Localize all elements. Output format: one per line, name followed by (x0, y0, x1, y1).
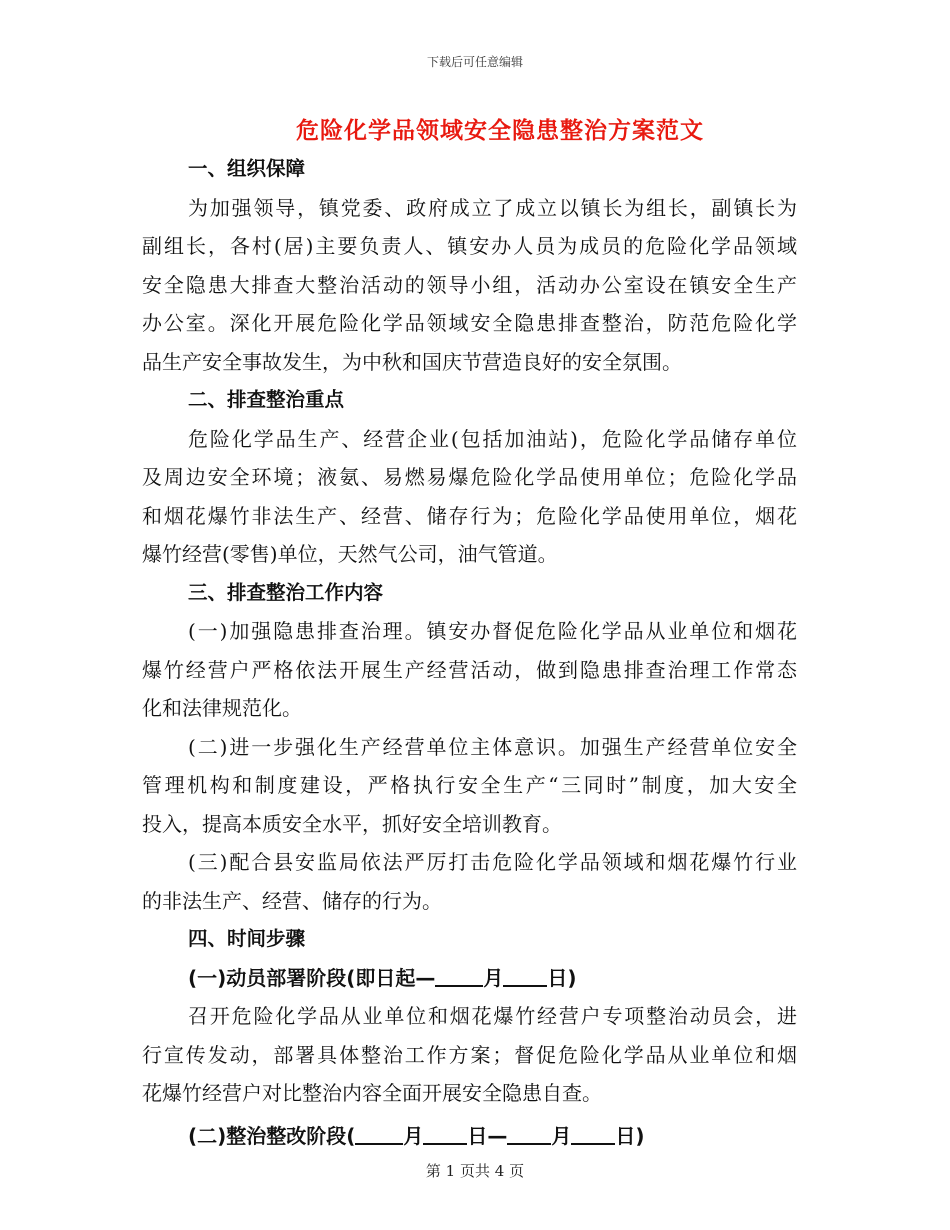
paragraph-line: (三)配合县安监局依法严厉打击危险化学品领域和烟花爆竹行业 (188, 850, 797, 874)
paragraph-line: 爆竹经营户严格依法开展生产经营活动，做到隐患排查治理工作常态 (142, 657, 797, 682)
section-heading-4: 四、时间步骤 (188, 927, 306, 950)
section-heading-3: 三、排查整治工作内容 (188, 580, 384, 604)
paragraph-line: 安全隐患大排查大整治活动的领导小组，活动办公室设在镇安全生产 (142, 272, 797, 297)
section-heading-1: 一、组织保障 (188, 157, 306, 180)
paragraph-line: 化和法律规范化。 (142, 696, 302, 720)
paragraph-line: 召开危险化学品从业单位和烟花爆竹经营户专项整治动员会，进 (188, 1004, 797, 1028)
stage-heading-text: (二)整治整改阶段( (188, 1123, 356, 1148)
paragraph-line: 品生产安全事故发生，为中秋和国庆节营造良好的安全氛围。 (142, 349, 682, 374)
document-title: 危险化学品领域安全隐患整治方案范文 (296, 117, 704, 144)
paragraph-line: 危险化学品生产、经营企业(包括加油站)，危险化学品储存单位 (188, 426, 797, 451)
section-heading-2: 二、排查整治重点 (188, 388, 345, 411)
blank-line (503, 961, 547, 987)
paragraph-line: 投入，提高本质安全水平，抓好安全培训教育。 (142, 811, 562, 836)
blank-line (355, 1119, 403, 1145)
header-note: 下载后可任意编辑 (426, 55, 523, 69)
stage-heading-2 (142, 1117, 797, 1156)
stage-heading-1 (142, 959, 797, 998)
paragraph-line: 及周边安全环境；液氨、易燃易爆危险化学品使用单位；危险化学品 (142, 465, 797, 489)
stage-heading-text: 日) (547, 965, 577, 990)
paragraph-line: 的非法生产、经营、储存的行为。 (142, 888, 442, 913)
document-body (142, 150, 797, 1155)
stage-heading-text: 月 (403, 1123, 424, 1148)
blank-line (423, 1119, 467, 1145)
stage-heading-text: 日) (615, 1123, 645, 1148)
blank-line (571, 1119, 615, 1145)
stage-heading-text: (一)动员部署阶段(即日起— (188, 965, 436, 990)
paragraph-line: 为加强领导，镇党委、政府成立了成立以镇长为组长，副镇长为 (188, 195, 797, 220)
paragraph-line: 花爆竹经营户对比整治内容全面开展安全隐患自查。 (142, 1081, 602, 1105)
paragraph-line: 副组长，各村(居)主要负责人、镇安办人员为成员的危险化学品领域 (142, 234, 797, 258)
paragraph-line: 和烟花爆竹非法生产、经营、储存行为；危险化学品使用单位，烟花 (142, 503, 797, 528)
stage-heading-text: 日— (467, 1123, 508, 1148)
paragraph-line: 管理机构和制度建设，严格执行安全生产“三同时”制度，加大安全 (142, 773, 797, 797)
paragraph-line: 行宣传发动，部署具体整治工作方案；督促危险化学品从业单位和烟 (142, 1042, 797, 1067)
stage-heading-text: 月 (483, 965, 504, 990)
paragraph-line: (二)进一步强化生产经营单位主体意识。加强生产经营单位安全 (188, 734, 797, 759)
paragraph-line: (一)加强隐患排查治理。镇安办督促危险化学品从业单位和烟花 (188, 619, 797, 643)
paragraph-line: 爆竹经营(零售)单位，天然气公司，油气管道。 (142, 542, 558, 566)
blank-line (435, 961, 483, 987)
stage-heading-text: 月 (551, 1123, 572, 1148)
paragraph-line: 办公室。深化开展危险化学品领域安全隐患排查整治，防范危险化学 (142, 311, 797, 335)
page-footer: 第 1 页共 4 页 (425, 1162, 525, 1180)
blank-line (507, 1119, 551, 1145)
